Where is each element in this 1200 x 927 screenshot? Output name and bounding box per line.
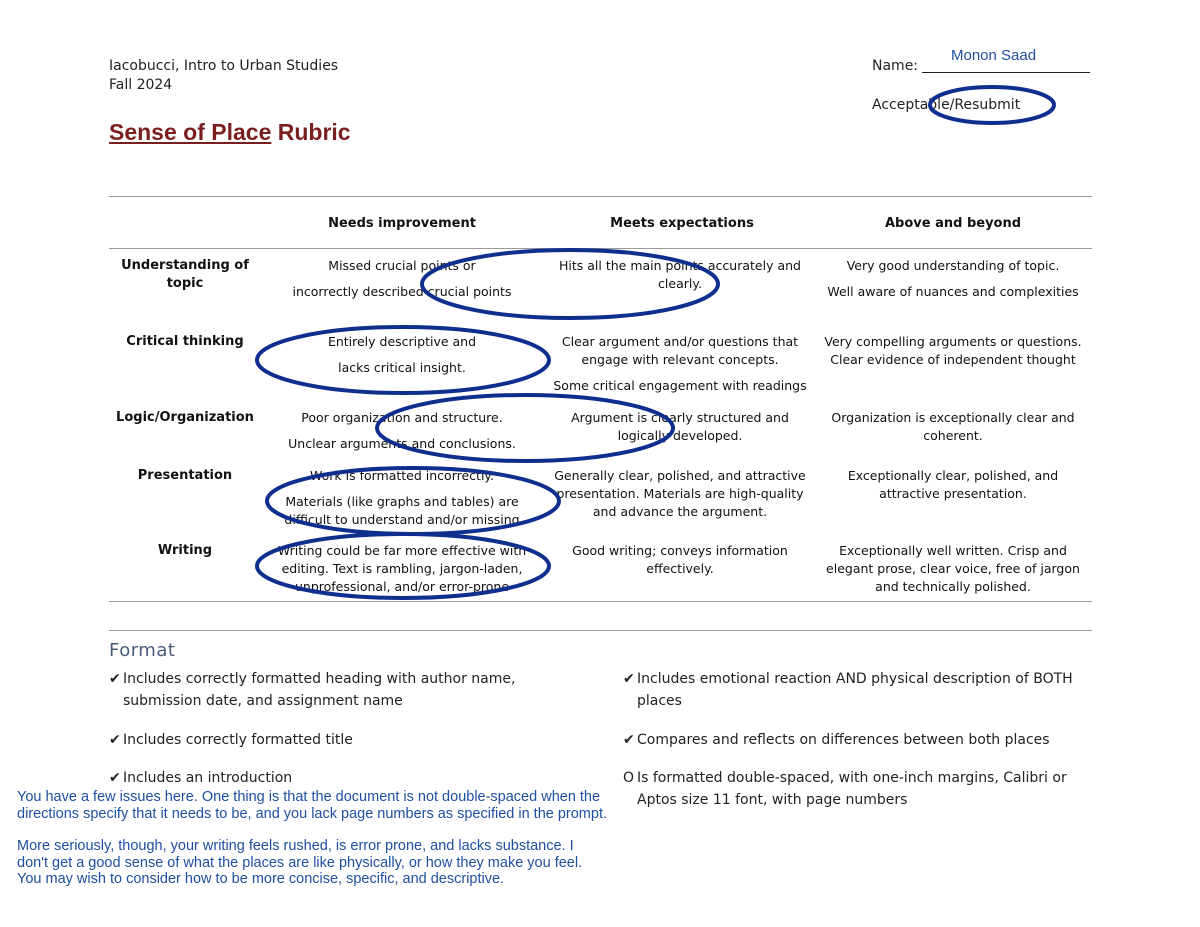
- cell-line: Exceptionally clear, polished, and attractive presentation.: [847, 468, 1059, 501]
- format-item-emotional-physical: [623, 668, 1083, 712]
- cell-presentation-meets: [552, 467, 808, 521]
- cell-logic-above: [822, 409, 1084, 445]
- cell-presentation-needs: [272, 467, 532, 529]
- format-item-compare: [623, 729, 1083, 751]
- item-line: submission date, and assignment name: [123, 693, 403, 709]
- checkmark-icon: ✔: [623, 732, 635, 748]
- cell-line: Organization is exceptionally clear and coherent.: [831, 410, 1075, 443]
- cell-line: Unclear arguments and conclusions.: [288, 436, 516, 451]
- page-title: [109, 119, 351, 146]
- row-label-understanding: Understanding of topic: [121, 258, 249, 291]
- item-line: Includes correctly formatted title: [123, 732, 353, 748]
- cell-logic-needs: [272, 409, 532, 453]
- item-line: Compares and reflects on differences between both places: [637, 732, 1050, 748]
- instructor-comment: [17, 789, 607, 904]
- format-item-formatting: [623, 767, 1083, 811]
- table-top-rule: [109, 196, 1092, 197]
- cell-line: Generally clear, polished, and attractive presentation. Materials are high-quality and advance the argument.: [554, 468, 806, 519]
- title-rest: Rubric: [271, 119, 351, 145]
- table-header-rule: [109, 248, 1092, 249]
- item-line: Aptos size 11 font, with page numbers: [637, 792, 908, 808]
- cell-line: Hits all the main points accurately and clearly.: [559, 258, 801, 291]
- cell-logic-meets: [552, 409, 808, 445]
- cell-line: Argument is clearly structured and logically developed.: [571, 410, 789, 443]
- col-needs-improvement: Needs improvement: [328, 216, 476, 231]
- item-line: Is formatted double-spaced, with one-inch margins, Calibri or: [637, 770, 1067, 786]
- cell-line: Clear argument and/or questions that engage with relevant concepts.: [561, 334, 799, 367]
- cell-line: Very good understanding of topic.: [846, 258, 1060, 273]
- cell-critical-meets: [552, 333, 808, 395]
- cell-line: Good writing; conveys information effectively.: [572, 543, 788, 576]
- row-label-presentation: Presentation: [137, 468, 233, 483]
- cell-writing-needs: [272, 542, 532, 596]
- item-line: places: [637, 693, 682, 709]
- cell-critical-needs: [272, 333, 532, 377]
- cell-line: Well aware of nuances and complexities: [827, 284, 1079, 299]
- row-label-critical-thinking: Critical thinking: [126, 334, 244, 349]
- cell-line: lacks critical insight.: [338, 360, 466, 375]
- cell-line: Writing could be far more effective with editing. Text is rambling, jargon-laden, unprofessional, and/or error-prone: [277, 543, 527, 594]
- format-item-heading: [109, 668, 579, 712]
- cell-understanding-needs: [272, 257, 532, 301]
- comment-paragraph-1: You have a few issues here. One thing is that the document is not double-spaced when the directions specify that it needs to be, and you lack page numbers as specified in the prompt.: [17, 789, 608, 822]
- item-line: Includes an introduction: [123, 770, 293, 786]
- cell-line: Materials (like graphs and tables) are difficult to understand and/or missing: [284, 494, 520, 527]
- cell-writing-meets: [552, 542, 808, 578]
- checkmark-icon: ✔: [623, 671, 635, 687]
- cell-line: incorrectly described crucial points: [292, 284, 512, 299]
- cell-line: Missed crucial points or: [328, 258, 476, 273]
- format-item-introduction: [109, 767, 579, 789]
- student-name: Monon Saad: [951, 47, 1037, 64]
- cell-understanding-above: [822, 257, 1084, 301]
- verdict-options: Acceptable/Resubmit: [872, 97, 1021, 113]
- cell-line: Work is formatted incorrectly.: [309, 468, 494, 483]
- col-meets-expectations: Meets expectations: [610, 216, 754, 231]
- term: Fall 2024: [109, 77, 173, 93]
- cell-line: Poor organization and structure.: [301, 410, 503, 425]
- item-line: Includes correctly formatted heading with author name,: [123, 671, 516, 687]
- title-underlined: Sense of Place: [109, 119, 272, 145]
- cell-presentation-above: [822, 467, 1084, 503]
- format-item-title: [109, 729, 579, 751]
- cell-line: Very compelling arguments or questions. Clear evidence of independent thought: [824, 334, 1082, 367]
- table-bottom-rule: [109, 601, 1092, 602]
- cell-line: Exceptionally well written. Crisp and elegant prose, clear voice, free of jargon and technically polished.: [826, 543, 1080, 594]
- cell-understanding-meets: [552, 257, 808, 293]
- checkmark-icon: ✔: [109, 732, 121, 748]
- cell-writing-above: [822, 542, 1084, 596]
- format-heading: Format: [109, 640, 176, 661]
- cell-line: Some critical engagement with readings: [553, 378, 807, 393]
- cell-critical-above: [822, 333, 1084, 369]
- format-rule: [109, 630, 1092, 631]
- col-above-and-beyond: Above and beyond: [884, 216, 1022, 231]
- checkmark-icon: ✔: [109, 671, 121, 687]
- row-label-writing: Writing: [157, 543, 213, 558]
- comment-paragraph-2: More seriously, though, your writing feels rushed, is error prone, and lacks substance. I don't get a good sense of what the places are like physically, or how they make you feel. You may wish to consider how to be more concise, specific, and descriptive.: [17, 838, 583, 887]
- checkmark-icon: ✔: [109, 770, 121, 786]
- cell-line: Entirely descriptive and: [327, 334, 477, 349]
- item-line: Includes emotional reaction AND physical description of BOTH: [637, 671, 1073, 687]
- row-label-logic-organization: Logic/Organization: [116, 410, 254, 425]
- empty-circle-icon: O: [623, 770, 635, 786]
- name-label: Name:: [872, 58, 919, 74]
- course-name: Iacobucci, Intro to Urban Studies: [109, 58, 339, 74]
